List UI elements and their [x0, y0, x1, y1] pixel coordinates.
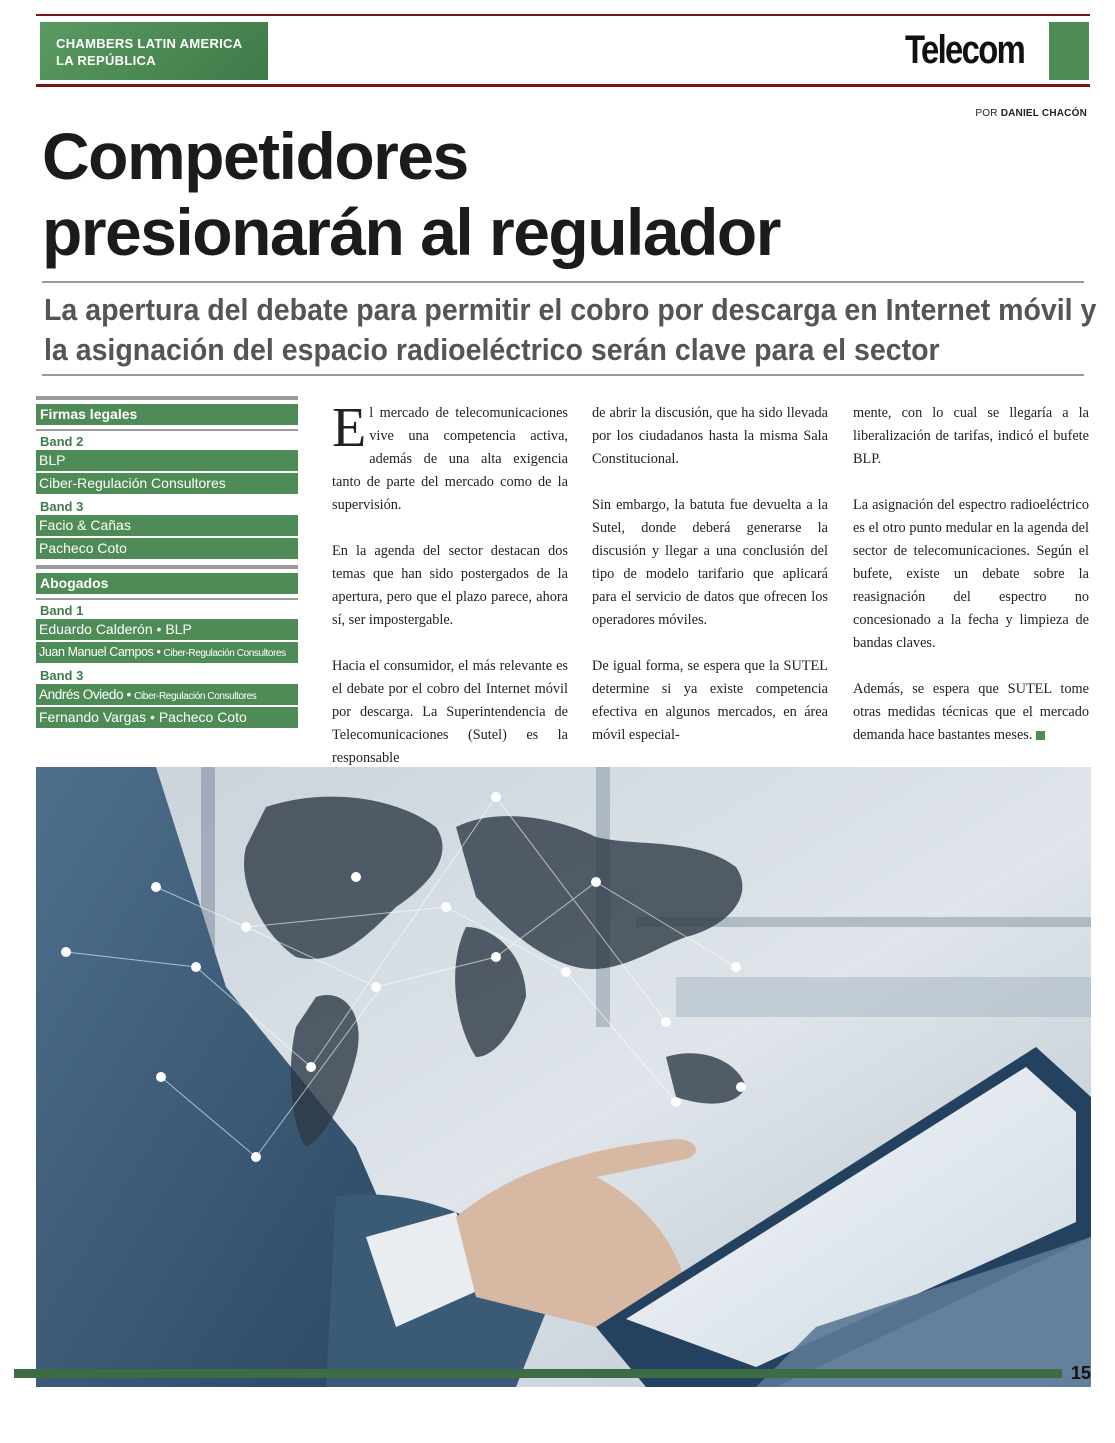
lawyer-name: Andrés Oviedo [39, 687, 124, 702]
subtitle-rule [42, 374, 1084, 376]
byline-prefix: POR [975, 108, 998, 119]
lawyer-name: Juan Manuel Campos [39, 645, 154, 659]
tablet-world-map-illustration [36, 767, 1091, 1387]
firm-item: Ciber-Regulación Consultores [36, 473, 298, 494]
section-color-block [1049, 22, 1089, 80]
bullet: • [126, 687, 131, 702]
sidebar-divider [36, 565, 298, 569]
article-title [42, 118, 1082, 270]
banner-line-1: CHAMBERS LATIN AMERICA [56, 36, 243, 51]
lawyers-band-3: Band 3 [40, 668, 84, 683]
paragraph: Hacia el consumidor, el más relevante es el debate por el cobro del Internet móvil por descarga. La Superintendencia de Telecomunicaciones (Sutel) es la responsable [332, 658, 568, 766]
lawyer-firm: Ciber-Regulación Consultores [134, 691, 257, 702]
byline-author: DANIEL CHACÓN [1000, 108, 1087, 119]
article-column-1 [332, 397, 568, 793]
top-rule [36, 14, 1090, 16]
title-line-1: Competidores [42, 119, 468, 193]
firms-band-2: Band 2 [40, 434, 84, 449]
title-rule [42, 281, 1084, 283]
lawyer-item [36, 707, 298, 728]
firms-band-3: Band 3 [40, 499, 84, 514]
rankings-sidebar [36, 396, 298, 730]
firm-item: Pacheco Coto [36, 538, 298, 559]
firm-item: Facio & Cañas [36, 515, 298, 536]
banner-line-2: LA REPÚBLICA [56, 53, 156, 68]
paragraph: El mercado de telecomunicaciones vive una competencia activa, además de una alta exigencia tanto de parte del mercado como de la supervisión. [332, 397, 568, 513]
article-column-3 [853, 402, 1089, 770]
paragraph: La asignación del espectro radioeléctrico es el otro punto medular en la agenda del sector de telecomunicaciones. Según el bufete, existe un debate sobre la reasignación del espectro no concesionado a la fecha y limpieza de bandas claves. [853, 497, 1089, 651]
article-photo [36, 767, 1091, 1387]
article-subtitle [44, 290, 1097, 370]
article-column-2 [592, 402, 828, 770]
lawyer-firm: Pacheco Coto [158, 709, 247, 725]
footer-bar [14, 1369, 1062, 1378]
bullet: • [150, 709, 155, 725]
page-number: 15 [1071, 1363, 1092, 1383]
lawyers-band-1: Band 1 [40, 603, 84, 618]
paragraph: mente, con lo cual se llegaría a la liberalización de tarifas, indicó el bufete BLP. [853, 405, 1089, 467]
paragraph: Además, se espera que SUTEL tome otras medidas técnicas que el mercado demanda hace bastantes meses. [853, 681, 1089, 743]
header-rule [36, 84, 1090, 87]
lawyer-item [36, 619, 298, 640]
firms-heading: Firmas legales [36, 404, 298, 425]
bullet: • [156, 621, 162, 637]
sidebar-divider [36, 396, 298, 400]
lawyers-heading: Abogados [36, 573, 298, 594]
bullet: • [156, 645, 161, 659]
lawyer-item [36, 642, 298, 663]
lawyer-name: Eduardo Calderón [39, 621, 153, 637]
lawyer-firm: BLP [165, 621, 192, 637]
publication-banner [40, 22, 268, 80]
drop-cap: E [332, 397, 367, 459]
subtitle-line-1: La apertura del debate para permitir el cobro por descarga en Internet móvil y [44, 292, 1097, 327]
lawyer-name: Fernando Vargas [39, 709, 147, 725]
lawyer-item [36, 684, 298, 705]
section-name: Telecom [905, 28, 1025, 72]
paragraph: de abrir la discusión, que ha sido llevada por los ciudadanos hasta la misma Sala Constitucional. [592, 405, 828, 467]
end-of-article-mark [1036, 731, 1045, 740]
paragraph: Sin embargo, la batuta fue devuelta a la Sutel, donde deberá generarse la discusión y llegar a una conclusión del tipo de modelo tarifario que aplicará para el servicio de datos que ofrecen los operadores móviles. [592, 497, 828, 628]
firm-item: BLP [36, 450, 298, 471]
lawyer-firm: Ciber-Regulación Consultores [163, 648, 286, 659]
paragraph: De igual forma, se espera que la SUTEL determine si ya existe competencia efectiva en algunos mercados, en área móvil especial- [592, 658, 828, 743]
title-line-2: presionarán al regulador [42, 195, 780, 269]
paragraph: En la agenda del sector destacan dos temas que han sido postergados de la apertura, pero que el plazo parece, ahora sí, ser impostergable. [332, 543, 568, 628]
subtitle-line-2: la asignación del espacio radioeléctrico serán clave para el sector [44, 332, 940, 367]
